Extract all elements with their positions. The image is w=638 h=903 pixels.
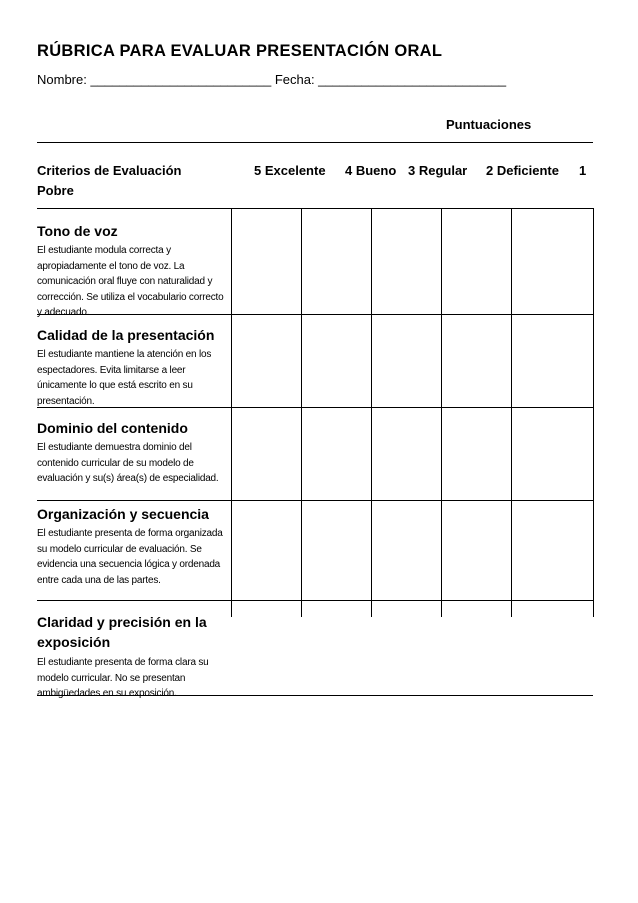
score-header-4: 4 Bueno <box>345 163 397 178</box>
criteria-header-cont: Pobre <box>37 183 74 198</box>
column-divider <box>511 208 512 617</box>
criterion-row-2 <box>37 327 229 409</box>
criterion-row-4 <box>37 506 229 588</box>
column-divider <box>593 208 594 617</box>
criteria-header: Criterios de Evaluación <box>37 163 182 178</box>
score-header-5: 5 Excelente <box>254 163 326 178</box>
name-date-line[interactable]: Nombre: _________________________ Fecha: __________________________ <box>37 72 507 87</box>
criterion-row-5 <box>37 612 229 702</box>
criterion-title: Dominio del contenido <box>37 420 188 436</box>
criterion-title: Tono de voz <box>37 223 118 239</box>
column-divider <box>301 208 302 617</box>
column-divider <box>441 208 442 617</box>
criterion-title: Organización y secuencia <box>37 506 209 522</box>
table-top-rule <box>37 142 593 143</box>
document-title: RÚBRICA PARA EVALUAR PRESENTACIÓN ORAL <box>37 42 443 60</box>
score-header-3: 3 Regular <box>408 163 468 178</box>
criterion-description: El estudiante presenta de forma clara su modelo curricular. No se presentan ambigüedades en su exposición. <box>37 657 209 699</box>
score-header-2: 2 Deficiente <box>486 163 559 178</box>
row-divider <box>37 208 593 209</box>
criterion-description: El estudiante modula correcta y apropiadamente el tono de voz. La comunicación oral fluye con naturalidad y corrección. Se utiliza el vocabulario correcto y adecuado. <box>37 245 224 318</box>
criterion-row-3 <box>37 420 229 487</box>
criterion-row-1 <box>37 223 229 321</box>
row-divider <box>37 600 593 601</box>
scores-label: Puntuaciones <box>446 117 532 132</box>
criterion-description: El estudiante mantiene la atención en los espectadores. Evita limitarse a leer únicamente lo que está escrito en su presentación. <box>37 349 212 407</box>
score-header-1: 1 <box>579 163 587 178</box>
criterion-title: Calidad de la presentación <box>37 327 215 343</box>
criterion-description: El estudiante presenta de forma organizada su modelo curricular de evaluación. Se evidencia una secuencia lógica y ordenada entre cada una de las partes. <box>37 528 223 586</box>
row-divider <box>37 500 593 501</box>
criterion-description: El estudiante demuestra dominio del contenido curricular de su modelo de evaluación y su(s) área(s) de especialidad. <box>37 442 219 484</box>
criterion-title: Claridad y precisión en la exposición <box>37 614 207 650</box>
column-divider <box>371 208 372 617</box>
column-divider <box>231 208 232 617</box>
